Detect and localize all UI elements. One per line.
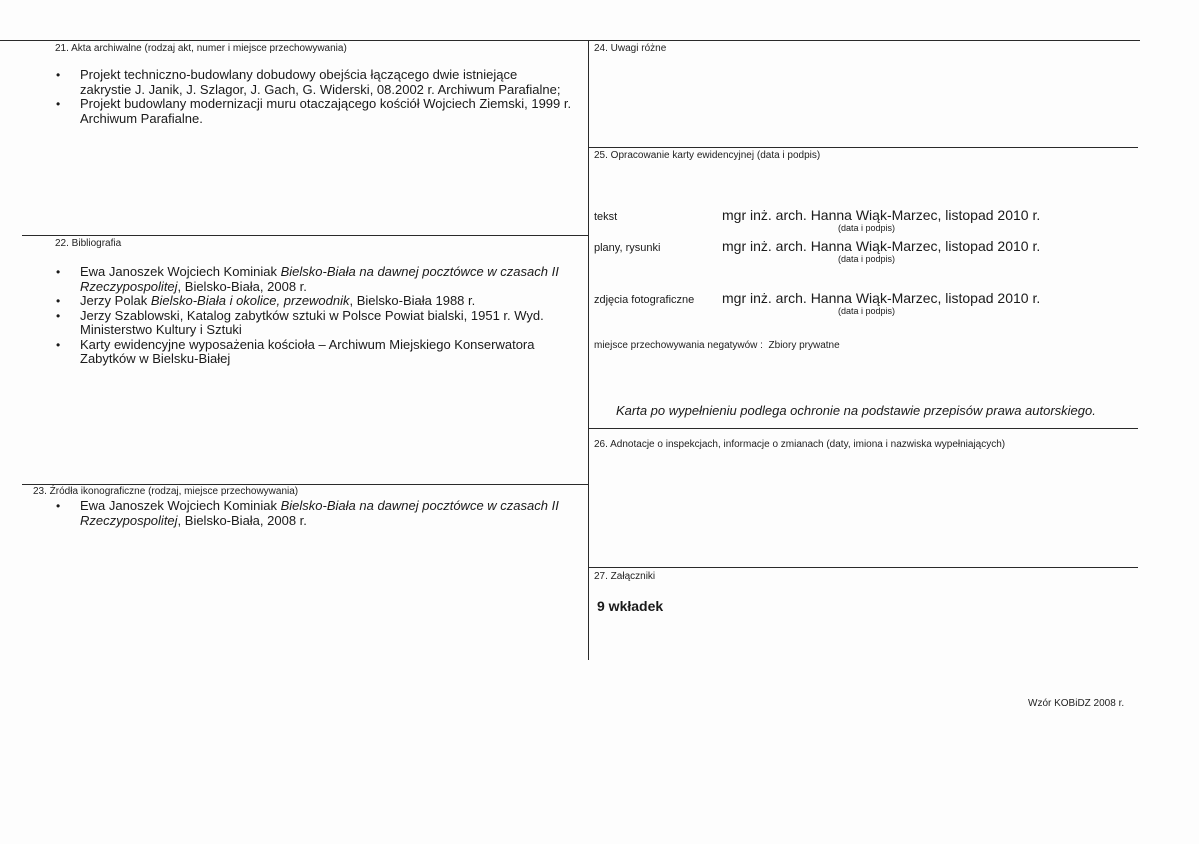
row-key: tekst [594,211,618,223]
list-item: • Jerzy Szablowski, Katalog zabytków sztuki w Polsce Powiat bialski, 1951 r. Wyd. Ministerstwo Kultury i Sztuki [56,307,544,337]
bullet-icon: • [56,337,61,352]
divider-22-23 [22,484,588,485]
section-22-label: 22. Bibliografia [55,238,122,249]
list-item: • Ewa Janoszek Wojciech Kominiak Bielsko-Biała na dawnej pocztówce w czasach II Rzeczypospolitej, Bielsko-Biała, 2008 r. [56,498,559,528]
attachments-value: 9 wkładek [597,598,664,614]
row-caption: (data i podpis) [838,223,896,233]
list-item: • Projekt budowlany modernizacji muru otaczającego kościół Wojciech Ziemski, 1999 r. Archiwum Parafialne. [56,96,572,126]
bullet-icon: • [56,294,61,308]
bullet-icon: • [56,308,61,323]
row-value: mgr inż. arch. Hanna Wiąk-Marzec, listopad 2010 r. [722,290,1041,306]
section-22-list [52,265,582,367]
template-version: Wzór KOBiDZ 2008 r. [1028,698,1125,709]
bullet-icon: • [56,499,61,513]
section-23-list [52,499,572,528]
top-rule [0,40,1140,41]
section-25-row-text [594,207,1134,237]
divider-24-25 [589,147,1138,148]
row-caption: (data i podpis) [838,254,896,264]
section-27-label: 27. Załączniki [594,571,656,582]
negatives-label: miejsce przechowywania negatywów : Zbiory prywatne [594,340,840,351]
section-23-label: 23. Źródła ikonograficzne (rodzaj, miejsce przechowywania) [33,486,299,497]
row-value: mgr inż. arch. Hanna Wiąk-Marzec, listopad 2010 r. [722,207,1041,223]
divider-26-27 [589,567,1138,568]
list-item: • Projekt techniczno-budowlany dobudowy obejścia łączącego dwie istniejące zakrystie J. Janik, J. Szlagor, J. Gach, G. Widerski, 08.2002 r. Archiwum Parafialne; [56,67,561,97]
bullet-icon: • [56,68,61,82]
copyright-note: Karta po wypełnieniu podlega ochronie na podstawie przepisów prawa autorskiego. [616,403,1096,418]
section-25-row-photos [594,290,1134,320]
row-value: mgr inż. arch. Hanna Wiąk-Marzec, listopad 2010 r. [722,238,1041,254]
section-25-row-plans [594,238,1134,268]
divider-25-26 [589,428,1138,429]
row-caption: (data i podpis) [838,306,896,316]
row-key: zdjęcia fotograficzne [594,294,695,306]
list-item: • Ewa Janoszek Wojciech Kominiak Bielsko-Biała na dawnej pocztówce w czasach II Rzeczypospolitej, Bielsko-Biała, 2008 r. [56,264,559,294]
section-21-label: 21. Akta archiwalne (rodzaj akt, numer i miejsce przechowywania) [55,43,347,54]
negatives-value: Zbiory prywatne [768,340,840,351]
list-item: • Karty ewidencyjne wyposażenia kościoła – Archiwum Miejskiego Konserwatora Zabytków w Bielsku-Białej [56,336,535,366]
section-21-list [52,68,572,126]
section-25-label: 25. Opracowanie karty ewidencyjnej (data i podpis) [594,150,821,161]
list-item: • Jerzy Polak Bielsko-Biała i okolice, przewodnik, Bielsko-Biała 1988 r. [56,293,476,308]
divider-21-22 [22,235,588,236]
section-24-label: 24. Uwagi różne [594,43,667,54]
section-26-label: 26. Adnotacje o inspekcjach, informacje o zmianach (daty, imiona i nazwiska wypełniających) [594,439,1006,450]
row-key: plany, rysunki [594,242,661,254]
bullet-icon: • [56,97,61,111]
bullet-icon: • [56,265,61,279]
